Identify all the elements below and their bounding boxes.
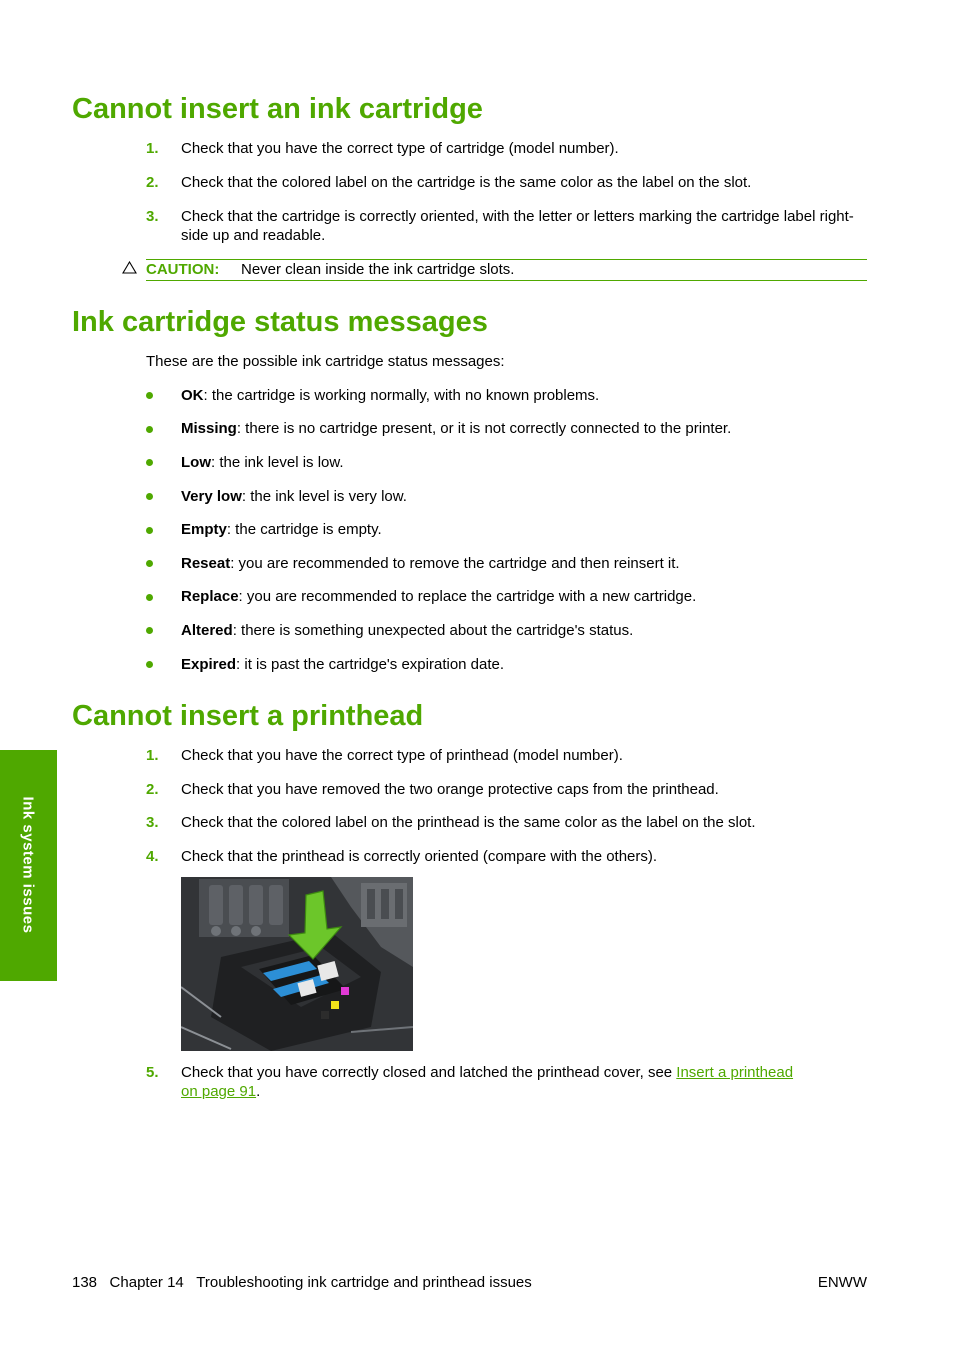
status-desc: : the ink level is very low. [241,488,407,505]
status-desc: : there is no cartridge present, or it is not correctly connected to the printer. [236,420,732,437]
round-bullet-icon [146,459,153,466]
insert-printhead-link[interactable]: Insert a printhead [676,1064,794,1081]
printhead-insertion-photo [181,877,413,1051]
status-term: Empty [181,521,227,538]
step-text: Check that you have removed the two orange protective caps from the printhead. [181,781,719,798]
page-number: 138 [72,1274,98,1291]
step-number: 1. [146,140,159,157]
step-number: 3. [146,814,159,831]
round-bullet-icon [146,493,153,500]
status-desc: : the cartridge is empty. [226,521,382,538]
status-term: Missing [181,420,237,437]
step-text: Check that the colored label on the cartridge is the same color as the label on the slot. [181,174,752,191]
status-term: Altered [181,622,233,639]
section-title-status-messages: Ink cartridge status messages [72,306,488,338]
step-number: 4. [146,848,159,865]
step-text: Check that the cartridge is correctly oriented, with the letter or letters marking the cartridge label right-side up and readable. [181,208,854,244]
section-title-cannot-insert-cartridge: Cannot insert an ink cartridge [72,93,483,125]
status-term: Low [181,454,211,471]
step-text-end: . [256,1083,261,1100]
step-5-text [181,1063,861,1101]
round-bullet-icon [146,392,153,399]
step-number: 1. [146,747,159,764]
status-term: Reseat [181,555,231,572]
footer-left [72,1273,532,1292]
step-text: Check that the colored label on the printhead is the same color as the label on the slot. [181,814,756,831]
chapter-title: Troubleshooting ink cartridge and printhead issues [196,1274,532,1291]
step-text: Check that you have the correct type of cartridge (model number). [181,140,619,157]
status-term: Very low [181,488,242,505]
side-tab-label: Ink system issues [19,796,37,934]
section-title-cannot-insert-printhead: Cannot insert a printhead [72,700,424,732]
chapter-label: Chapter 14 [109,1274,184,1291]
round-bullet-icon [146,627,153,634]
status-term: Replace [181,588,239,605]
page-reference-link[interactable]: on page 91 [181,1083,257,1100]
status-term: Expired [181,656,237,673]
status-desc: : the ink level is low. [211,454,344,471]
status-desc: : the cartridge is working normally, with no known problems. [203,387,600,404]
step-text: Check that the printhead is correctly oriented (compare with the others). [181,848,658,865]
status-desc: : it is past the cartridge's expiration date. [236,656,505,673]
step-number: 5. [146,1064,159,1081]
caution-note [146,259,867,281]
status-term: OK [181,387,204,404]
round-bullet-icon [146,594,153,601]
status-intro: These are the possible ink cartridge status messages: [146,353,505,370]
step-text: Check that you have correctly closed and latched the printhead cover, see [181,1064,677,1081]
round-bullet-icon [146,426,153,433]
round-bullet-icon [146,560,153,567]
status-desc: : you are recommended to replace the cartridge with a new cartridge. [238,588,697,605]
step-number: 2. [146,174,159,191]
caution-label: CAUTION: [146,261,220,278]
footer-right: ENWW [817,1274,867,1291]
step-number: 3. [146,208,159,225]
step-number: 2. [146,781,159,798]
step-text: Check that you have the correct type of printhead (model number). [181,747,623,764]
round-bullet-icon [146,527,153,534]
status-desc: : you are recommended to remove the cartridge and then reinsert it. [230,555,680,572]
caution-triangle-icon [122,261,137,274]
caution-text: Never clean inside the ink cartridge slots. [241,261,515,278]
round-bullet-icon [146,661,153,668]
status-desc: : there is something unexpected about the cartridge's status. [232,622,634,639]
chapter-side-tab [0,750,57,981]
